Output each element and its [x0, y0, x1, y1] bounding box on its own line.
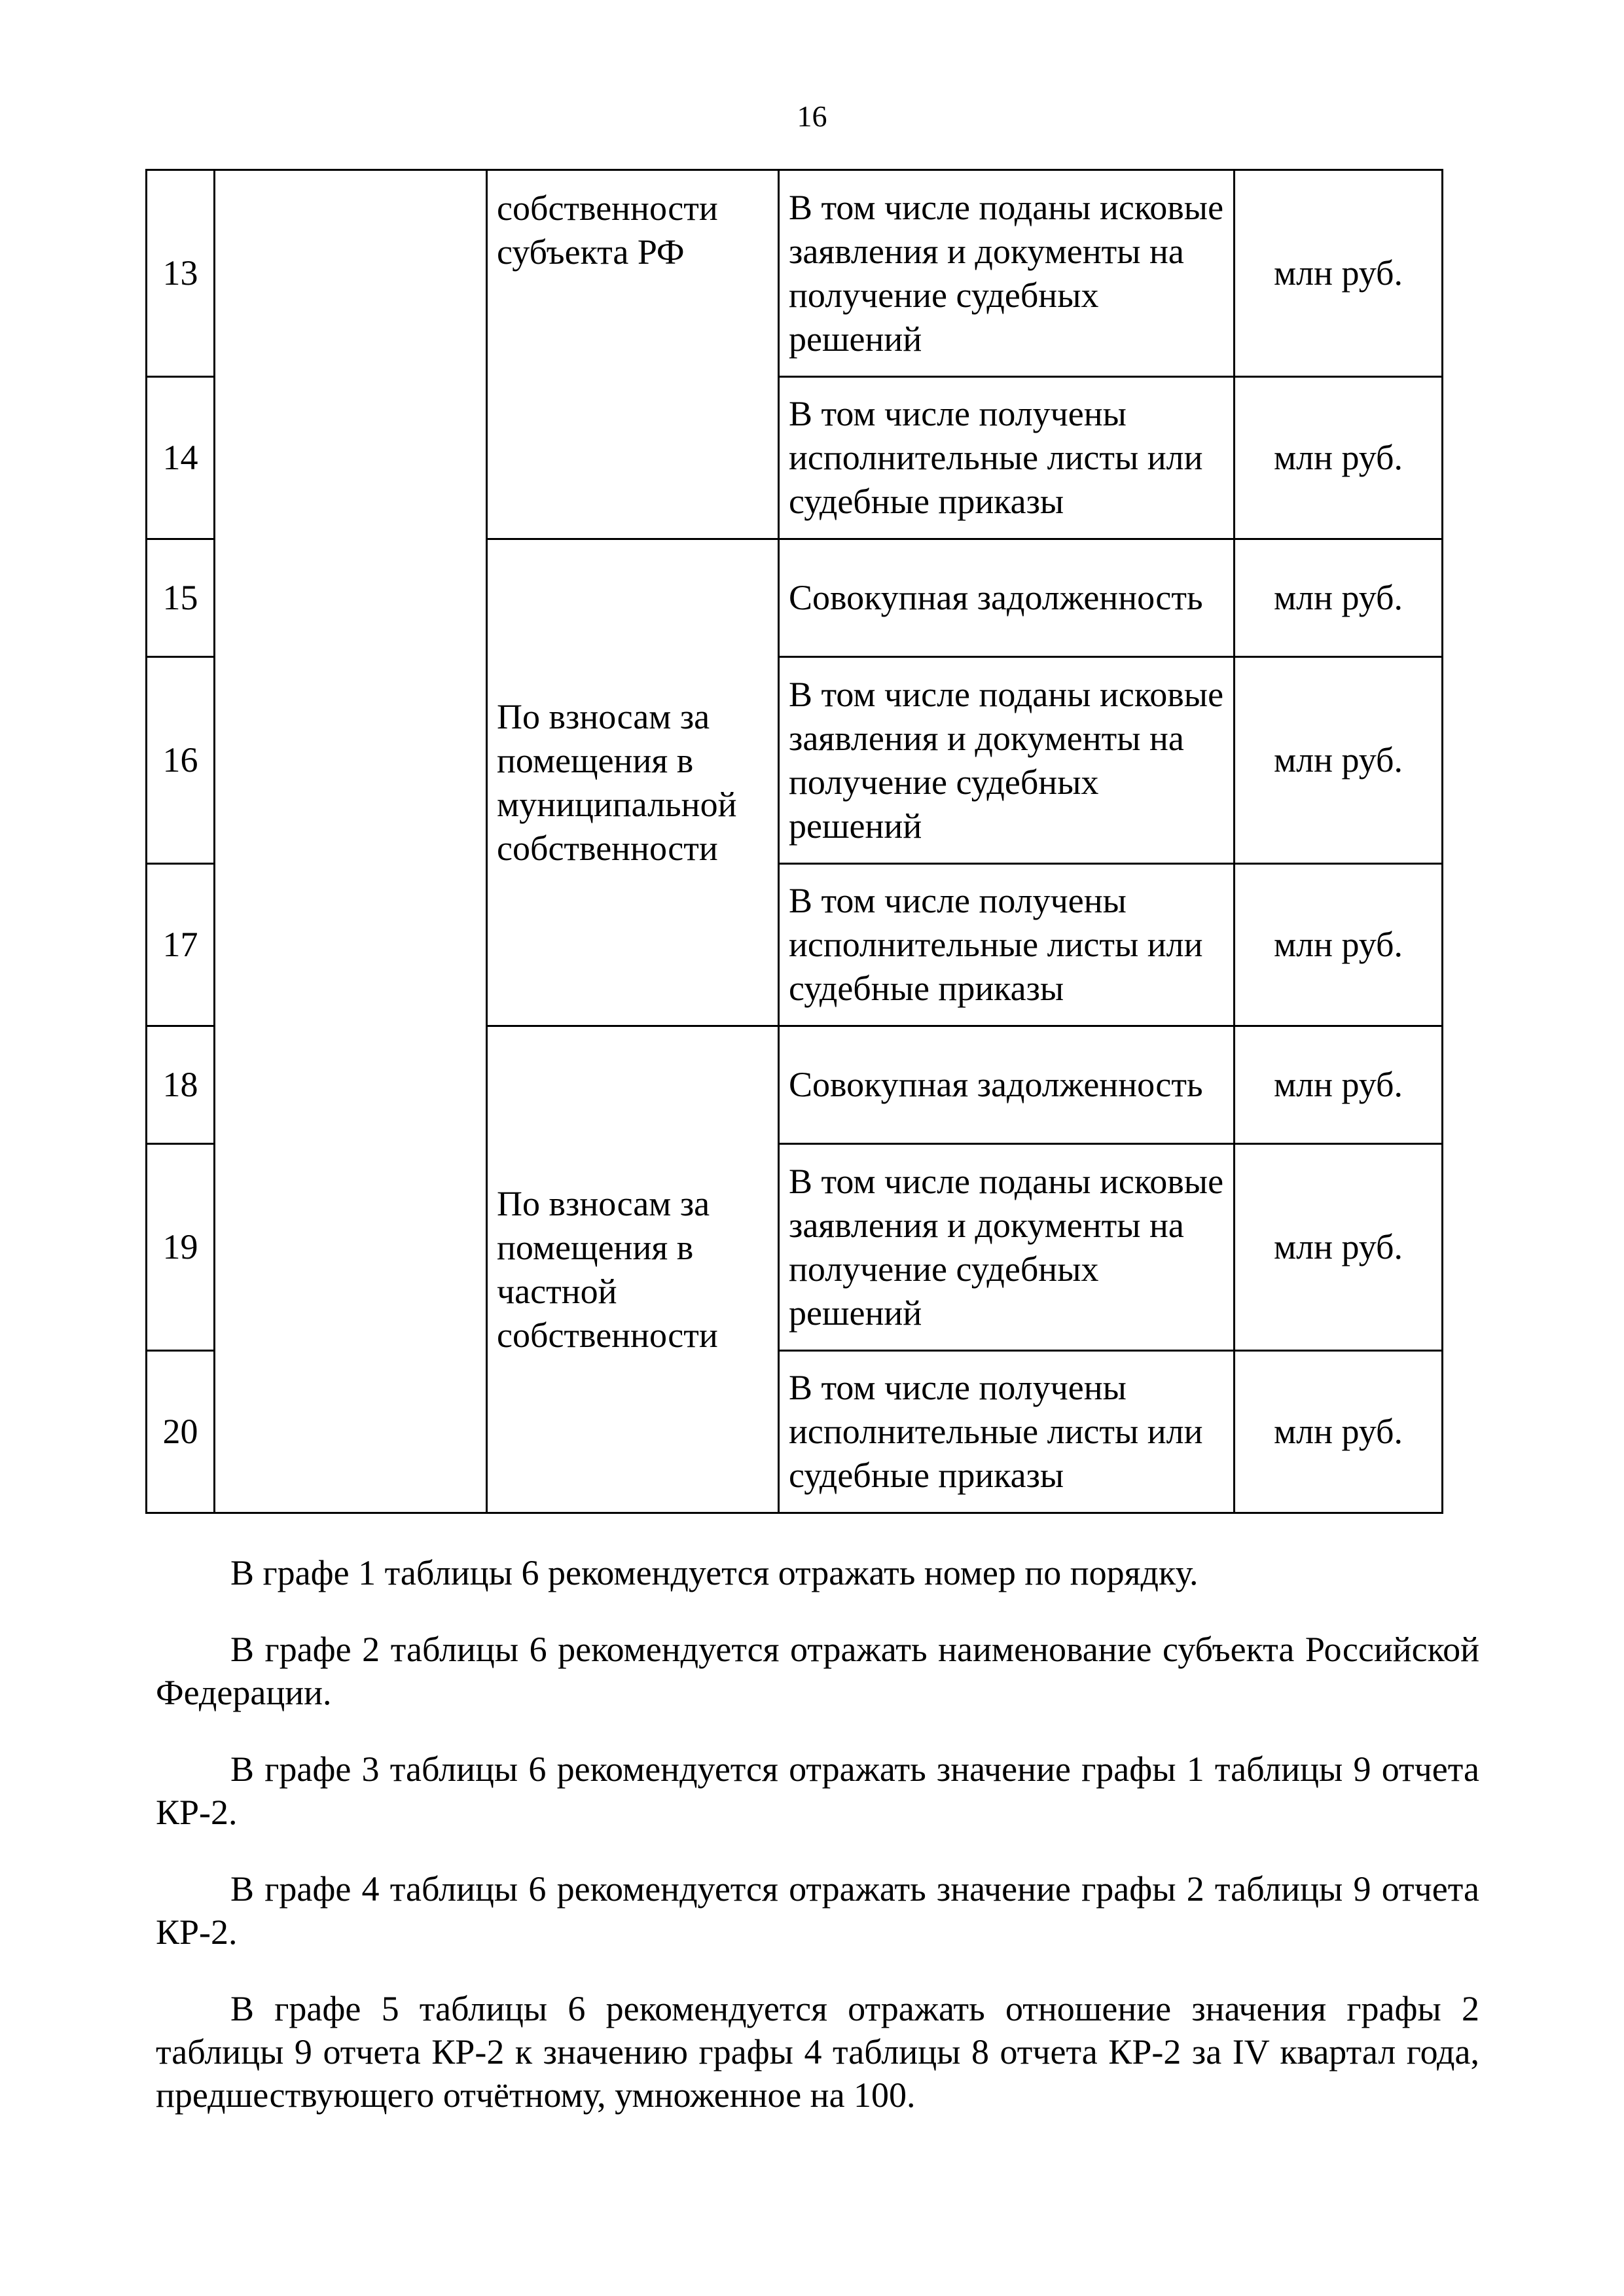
paragraph-column-4: В графе 4 таблицы 6 рекомендуется отражать значение графы 2 таблицы 9 отчета КР-2. — [156, 1869, 1479, 1952]
indicator-cell: В том числе поданы исковые заявления и документы на получение судебных решений — [779, 170, 1235, 377]
indicator-cell: В том числе получены исполнительные листы или судебные приказы — [779, 1351, 1235, 1513]
row-number: 19 — [147, 1144, 215, 1351]
row-number: 18 — [147, 1026, 215, 1144]
row-number: 16 — [147, 657, 215, 864]
paragraph-column-3: В графе 3 таблицы 6 рекомендуется отражать значение графы 1 таблицы 9 отчета КР-2. — [156, 1749, 1479, 1832]
indicator-cell: В том числе получены исполнительные листы или судебные приказы — [779, 377, 1235, 539]
explanatory-text — [156, 1551, 1479, 2150]
indicator-cell: Совокупная задолженность — [779, 539, 1235, 657]
unit-cell: млн руб. — [1235, 864, 1443, 1026]
row-number: 15 — [147, 539, 215, 657]
unit-cell: млн руб. — [1235, 539, 1443, 657]
unit-cell: млн руб. — [1235, 657, 1443, 864]
unit-cell: млн руб. — [1235, 1026, 1443, 1144]
row-number: 20 — [147, 1351, 215, 1513]
indicator-cell: В том числе поданы исковые заявления и документы на получение судебных решений — [779, 1144, 1235, 1351]
paragraph-column-5: В графе 5 таблицы 6 рекомендуется отражать отношение значения графы 2 таблицы 9 отчета КР-2 к значению графы 4 таблицы 8 отчета КР-2 за IV квартал года, предшествующего отчётному, умноженное на 100. — [156, 1989, 1479, 2115]
unit-cell: млн руб. — [1235, 170, 1443, 377]
row-number: 13 — [147, 170, 215, 377]
unit-cell: млн руб. — [1235, 377, 1443, 539]
category-cell: По взносам за помещения в частной собственности — [487, 1026, 779, 1513]
indicator-cell: В том числе поданы исковые заявления и документы на получение судебных решений — [779, 657, 1235, 864]
row-number: 17 — [147, 864, 215, 1026]
paragraph-column-2: В графе 2 таблицы 6 рекомендуется отражать наименование субъекта Российской Федерации. — [156, 1630, 1479, 1712]
unit-cell: млн руб. — [1235, 1351, 1443, 1513]
region-name-cell — [215, 170, 487, 1513]
category-cell: По взносам за помещения в муниципальной собственности — [487, 539, 779, 1026]
paragraph-column-1: В графе 1 таблицы 6 рекомендуется отражать номер по порядку. — [230, 1553, 1199, 1592]
category-cell: собственности субъекта РФ — [487, 170, 779, 539]
report-table — [145, 169, 1443, 1514]
indicator-cell: В том числе получены исполнительные листы или судебные приказы — [779, 864, 1235, 1026]
table-row — [147, 170, 1443, 377]
row-number: 14 — [147, 377, 215, 539]
unit-cell: млн руб. — [1235, 1144, 1443, 1351]
page-number: 16 — [797, 99, 827, 133]
indicator-cell: Совокупная задолженность — [779, 1026, 1235, 1144]
